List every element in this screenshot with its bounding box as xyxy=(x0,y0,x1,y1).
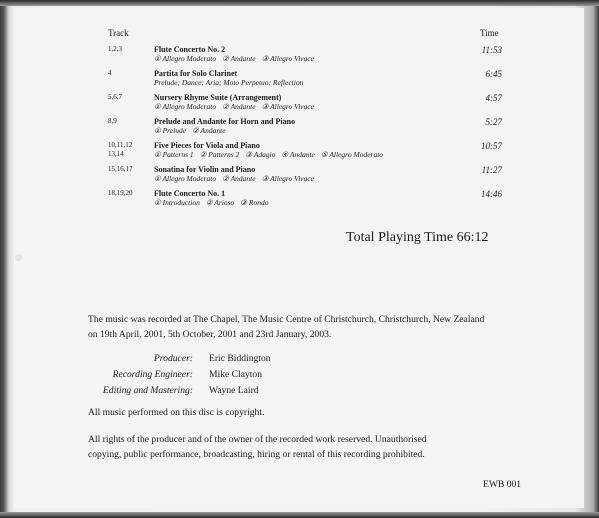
movement: ③ Allegro Vivace xyxy=(261,174,315,183)
movement: Prelude; Dance; Aria; Moto Perpetuo; Reflection xyxy=(154,78,304,87)
track-numbers xyxy=(108,117,153,126)
track-movements xyxy=(154,54,320,63)
track-title: Prelude and Andante for Horn and Piano xyxy=(154,117,296,126)
movement: ③ Allegro Vivace xyxy=(261,102,315,111)
case-hinge-mark xyxy=(15,254,22,261)
movement: ② Andante xyxy=(222,102,256,111)
track-movements xyxy=(154,174,320,183)
track-duration: 14:46 xyxy=(481,189,502,199)
track-header: Track xyxy=(108,28,129,38)
track-numbers-line: 8,9 xyxy=(108,117,117,125)
movement: ① Introduction xyxy=(154,198,200,207)
track-title: Sonatina for Violin and Piano xyxy=(154,165,256,174)
movement: ② Arioso xyxy=(205,198,235,207)
movement: ① Prelude xyxy=(154,126,187,135)
movement: ② Patterns 2 xyxy=(199,150,240,159)
track-numbers-line: 1,2,3 xyxy=(108,45,122,53)
credit-role: Recording Engineer: xyxy=(112,369,193,380)
track-movements xyxy=(154,126,232,135)
track-numbers-line: 10,11,12 xyxy=(108,141,133,149)
rights-line-1: All rights of the producer and of the owner of the recorded work reserved. Unauthorised xyxy=(88,434,427,445)
track-duration: 6:45 xyxy=(485,69,502,79)
movement: ③ Rondo xyxy=(240,198,269,207)
movement: ② Andante xyxy=(192,126,226,135)
track-numbers xyxy=(108,69,153,78)
track-numbers-line: 15,16,17 xyxy=(108,165,133,173)
movement: ① Allegro Moderato xyxy=(154,54,217,63)
time-header: Time xyxy=(480,28,499,38)
track-numbers xyxy=(108,189,153,198)
track-numbers-line: 13,14 xyxy=(108,150,124,158)
movement: ③ Adagio xyxy=(245,150,276,159)
movement: ① Allegro Moderato xyxy=(154,174,217,183)
catalogue-number: EWB 001 xyxy=(483,479,522,490)
track-duration: 4:57 xyxy=(485,93,502,103)
track-title: Flute Concerto No. 2 xyxy=(154,45,226,54)
credit-name: Eric Biddington xyxy=(209,353,271,364)
track-duration: 11:53 xyxy=(481,45,502,55)
movement: ⑤ Allegro Moderato xyxy=(320,150,384,159)
track-numbers-line: 4 xyxy=(108,69,112,77)
credit-role: Editing and Mastering: xyxy=(102,385,193,396)
movement: ① Allegro Moderato xyxy=(154,102,217,111)
credit-name: Mike Clayton xyxy=(209,369,263,380)
track-movements xyxy=(154,198,274,207)
track-numbers xyxy=(108,165,153,174)
track-numbers xyxy=(108,45,153,54)
track-duration: 5:27 xyxy=(485,117,502,127)
track-movements xyxy=(154,102,320,111)
track-numbers xyxy=(108,93,153,102)
recording-note-line-2: on 19th April, 2001, 5th October, 2001 and 23rd January, 2003. xyxy=(88,329,332,340)
total-playing-time: Total Playing Time 66:12 xyxy=(346,230,489,245)
copyright-note: All music performed on this disc is copyright. xyxy=(88,407,265,418)
credit-role: Producer: xyxy=(153,353,193,364)
rights-line-2: copying, public performance, broadcasting, hiring or rental of this recording prohibited. xyxy=(88,449,425,460)
credit-name: Wayne Laird xyxy=(209,385,259,396)
track-movements xyxy=(154,78,309,87)
movement: ① Patterns 1 xyxy=(154,150,194,159)
movement: ② Andante xyxy=(222,174,256,183)
track-title: Partita for Solo Clarinet xyxy=(154,69,238,78)
track-duration: 11:27 xyxy=(481,165,502,175)
track-movements xyxy=(154,150,389,159)
movement: ④ Andante xyxy=(281,150,315,159)
movement: ③ Allegro Vivace xyxy=(261,54,315,63)
track-duration: 10:57 xyxy=(481,141,502,151)
track-numbers-line: 18,19,20 xyxy=(108,189,133,197)
movement: ② Andante xyxy=(222,54,256,63)
track-numbers xyxy=(108,141,153,159)
track-title: Nursery Rhyme Suite (Arrangement) xyxy=(154,93,282,102)
track-title: Flute Concerto No. 1 xyxy=(154,189,226,198)
track-numbers-line: 5,6,7 xyxy=(108,93,122,101)
recording-note-line-1: The music was recorded at The Chapel, The Music Centre of Christchurch, Christchurch, New Zealand xyxy=(88,314,485,325)
track-title: Five Pieces for Viola and Piano xyxy=(154,141,260,150)
